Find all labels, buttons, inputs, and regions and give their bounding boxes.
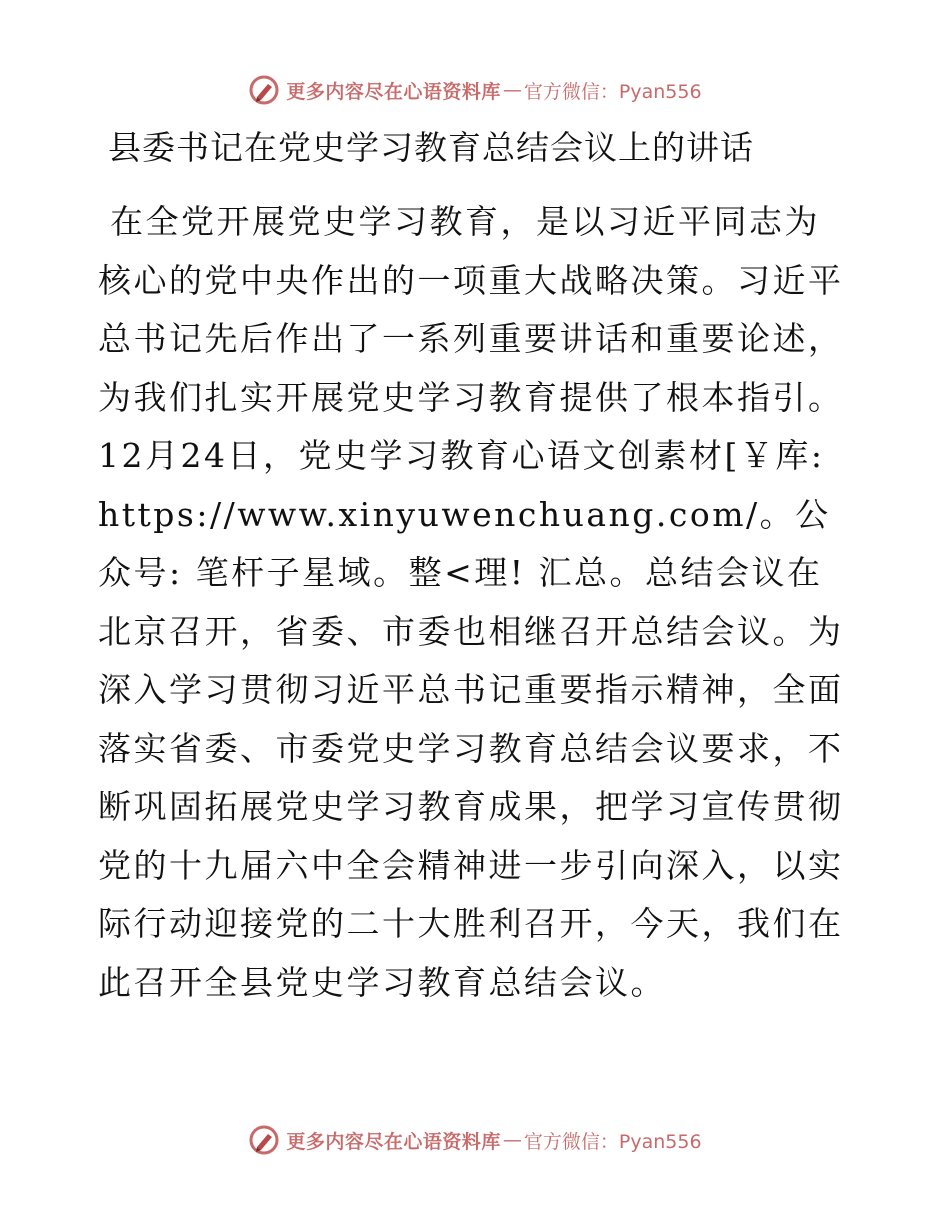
pen-logo-icon [248, 74, 280, 106]
wechat-id: 官方微信：Pyan556 [523, 1130, 702, 1153]
brand-text: 更多内容尽在心语资料库 [286, 80, 501, 103]
banner-separator: — [502, 79, 522, 101]
header-watermark [0, 72, 950, 108]
pen-logo-icon [248, 1124, 280, 1156]
body-paragraph: 在全党开展党史学习教育，是以习近平同志为核心的党中央作出的一项重大战略决策。习近平总书记先后作出了一系列重要讲话和重要论述，为我们扎实开展党史学习教育提供了根本指引。12月24日，党史学习教育心语文创素材[￥库: https://www.xinyuwenchuang.com/。公众号: 笔杆子星域。整<理! 汇总。总结会议在北京召开，省委、市委也相继召开总结会议。为深入学习贯彻习近平总书记重要指示精神，全面落实省委、市委党史学习教育总结会议要求，不断巩固拓展党史学习教育成果，把学习宣传贯彻党的十九届六中全会精神进一步引向深入，以实际行动迎接党的二十大胜利召开，今天，我们在此召开全县党史学习教育总结会议。 [98, 202, 844, 1002]
wechat-id: 官方微信：Pyan556 [523, 80, 702, 103]
page-title: 县委书记在党史学习教育总结会议上的讲话 [108, 128, 754, 167]
brand-text: 更多内容尽在心语资料库 [286, 1130, 501, 1153]
footer-watermark [0, 1122, 950, 1158]
banner-separator: — [502, 1129, 522, 1151]
